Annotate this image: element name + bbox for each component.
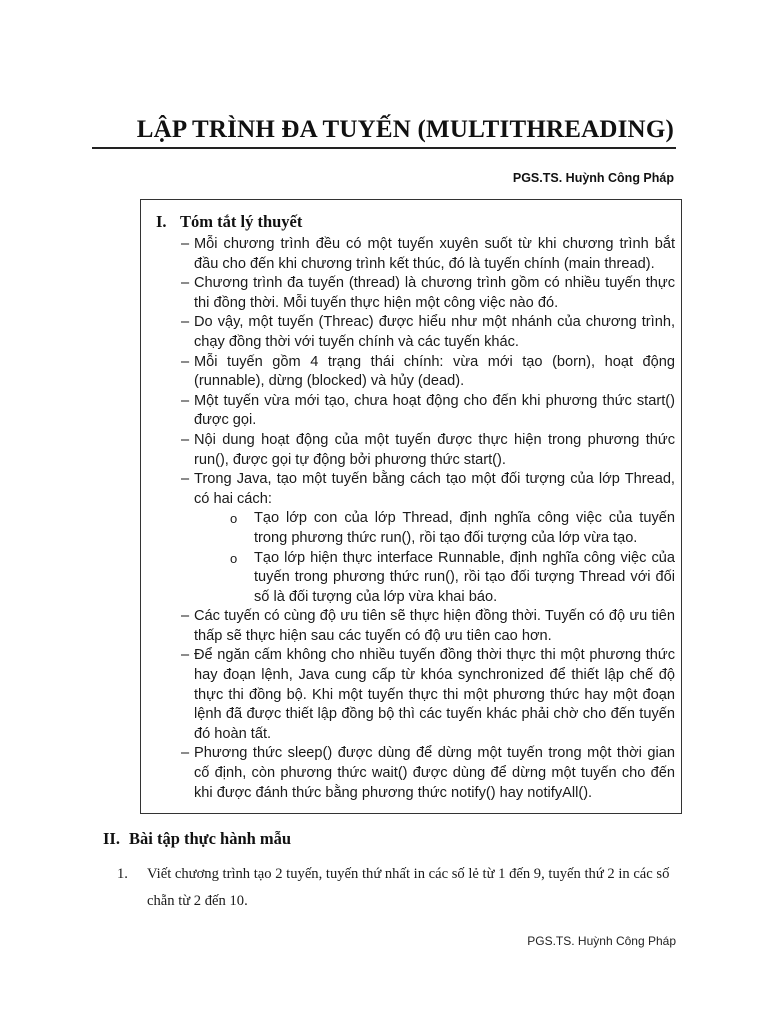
- theory-bullet: [181, 392, 675, 431]
- theory-bullet: [181, 470, 675, 607]
- dash-bullet-marker: –: [181, 608, 190, 625]
- theory-bullet: [181, 744, 675, 803]
- bullet-text: Phương thức sleep() được dùng để dừng một tuyến trong một thời gian cố định, còn phương thức wait() được dùng để dừng một tuyến cho đến khi được đánh thức bằng phương thức notify() hay notifyAll().: [194, 745, 675, 801]
- dash-bullet-marker: –: [181, 647, 190, 664]
- theory-bullet: [181, 313, 675, 352]
- sub-bullet-text: Tạo lớp con của lớp Thread, định nghĩa công việc của tuyến trong phương thức run(), rồi tạo đối tượng của lớp vừa tạo.: [254, 510, 675, 546]
- bullet-text: Trong Java, tạo một tuyến bằng cách tạo một đối tượng của lớp Thread, có hai cách:: [194, 471, 675, 507]
- dash-bullet-marker: –: [181, 275, 190, 292]
- bullet-text: Chương trình đa tuyến (thread) là chương trình gồm có nhiều tuyến thực thi đồng thời. Mỗi tuyến thực hiện một công việc nào đó.: [194, 275, 675, 311]
- bullet-text: Mỗi chương trình đều có một tuyến xuyên suốt từ khi chương trình bắt đầu cho đến khi chương trình kết thúc, đó là tuyến chính (main thread).: [194, 236, 675, 272]
- section-number: I.: [156, 212, 167, 231]
- section-title: Bài tập thực hành mẫu: [129, 829, 292, 848]
- bullet-text: Mỗi tuyến gồm 4 trạng thái chính: vừa mới tạo (born), hoạt động (runnable), dừng (blocked) và hủy (dead).: [194, 353, 675, 390]
- theory-bullet: [181, 646, 675, 744]
- circle-bullet-marker: o: [230, 511, 238, 527]
- bullet-text: Các tuyến có cùng độ ưu tiên sẽ thực hiện đồng thời. Tuyến có độ ưu tiên thấp sẽ thực hiện sau các tuyến có độ ưu tiên cao hơn.: [194, 608, 675, 644]
- page-title: LẬP TRÌNH ĐA TUYẾN (MULTITHREADING): [136, 116, 674, 143]
- section-heading-practice: [103, 829, 291, 849]
- theory-bullet: [181, 353, 675, 392]
- dash-bullet-marker: –: [181, 236, 190, 252]
- sub-bullet: [230, 549, 675, 608]
- sub-bullet: [230, 509, 675, 548]
- author-header: PGS.TS. Huỳnh Công Pháp: [512, 171, 674, 185]
- theory-bullet-list: [181, 235, 675, 803]
- circle-bullet-marker: o: [230, 550, 238, 566]
- section-heading-theory: [156, 212, 302, 232]
- author-footer: PGS.TS. Huỳnh Công Pháp: [527, 934, 676, 948]
- theory-bullet: [181, 607, 675, 646]
- dash-bullet-marker: –: [181, 392, 190, 409]
- bullet-text: Để ngăn cấm không cho nhiều tuyến đồng thời thực thi một phương thức hay đoạn lệnh, Java cung cấp từ khóa synchronized để thiết lập chế độ thực thi đồng bộ. Khi một tuyến thực thi một phương thức hay một đoạn lệnh đã được thiết lập đồng bộ thì các tuyến khác phải chờ cho đến tuyến đó hoàn tất.: [194, 647, 675, 742]
- exercise-text: Viết chương trình tạo 2 tuyến, tuyến thứ nhất in các số lẻ từ 1 đến 9, tuyến thứ 2 in các số chẵn từ 2 đến 10.: [147, 866, 670, 909]
- section-number: II.: [103, 829, 120, 848]
- exercise-item: [117, 861, 677, 915]
- bullet-text: Do vậy, một tuyến (Threac) được hiểu như một nhánh của chương trình, chạy đồng thời với tuyến chính và các tuyến khác.: [194, 314, 675, 350]
- exercise-number: 1.: [117, 866, 128, 882]
- theory-bullet: [181, 274, 675, 313]
- title-underline: [92, 147, 676, 149]
- sub-bullet-text: Tạo lớp hiện thực interface Runnable, định nghĩa công việc của tuyến trong phương thức run(), rồi tạo đối tượng Thread với đối số là đối tượng của lớp vừa khai báo.: [254, 549, 675, 605]
- theory-bullet: [181, 431, 675, 470]
- section-title: Tóm tắt lý thuyết: [180, 212, 303, 231]
- dash-bullet-marker: –: [181, 471, 190, 488]
- theory-bullet: [181, 235, 675, 274]
- dash-bullet-marker: –: [181, 431, 190, 448]
- sub-bullet-list: [194, 509, 675, 607]
- dash-bullet-marker: –: [181, 314, 190, 331]
- dash-bullet-marker: –: [181, 745, 190, 762]
- bullet-text: Một tuyến vừa mới tạo, chưa hoạt động cho đến khi phương thức start() được gọi.: [194, 392, 675, 429]
- bullet-text: Nội dung hoạt động của một tuyến được thực hiện trong phương thức run(), được gọi tự động bởi phương thức start().: [194, 431, 675, 468]
- dash-bullet-marker: –: [181, 353, 190, 370]
